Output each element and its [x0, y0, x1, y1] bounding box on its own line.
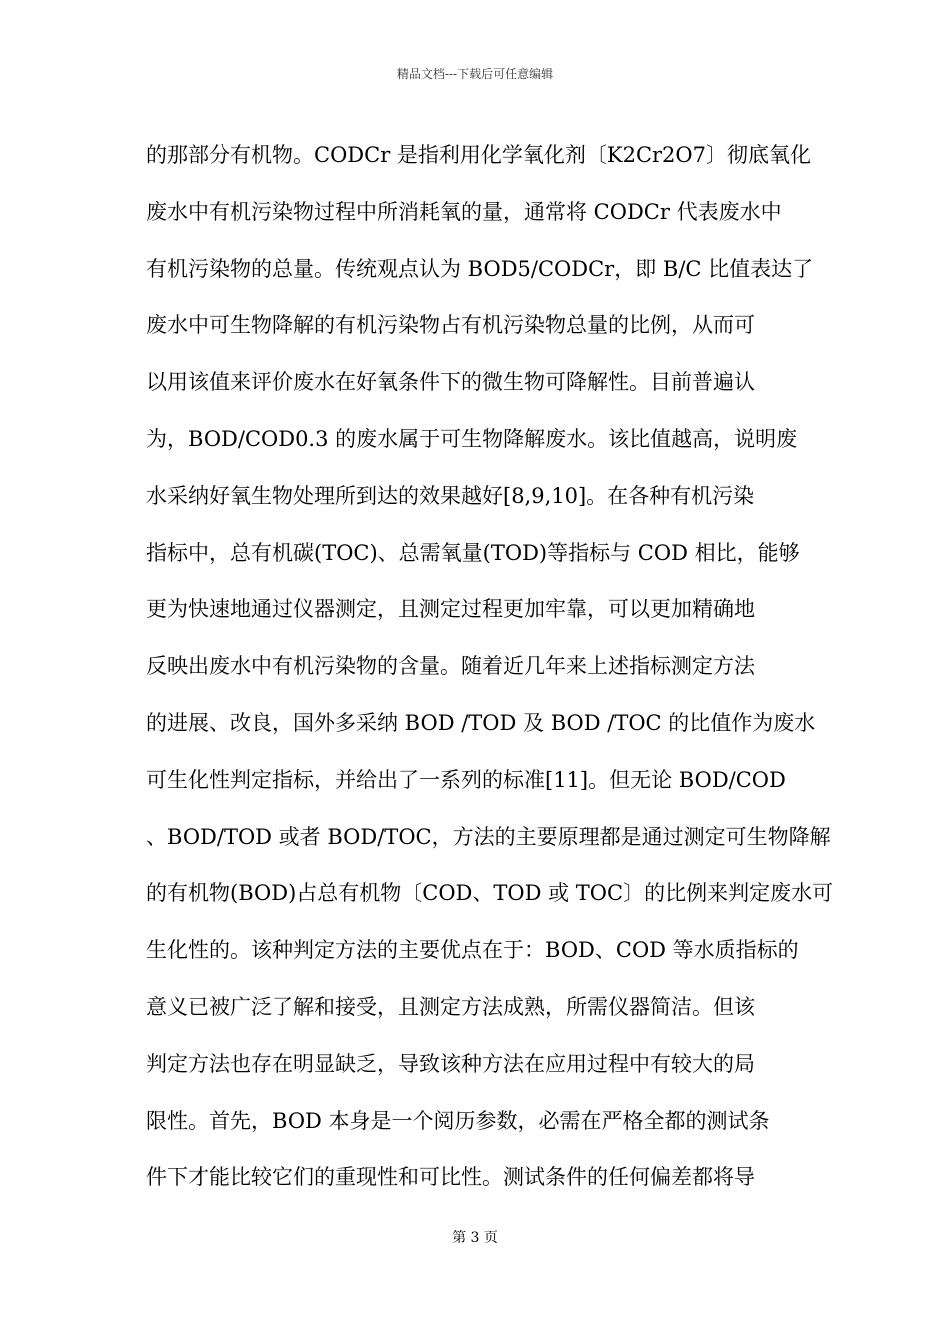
text-line: 件下才能比较它们的重现性和可比性。测试条件的任何偏差都将导	[146, 1165, 755, 1190]
body-text	[146, 127, 834, 1206]
text-line: 废水中可生物降解的有机污染物占有机污染物总量的比例，从而可	[146, 313, 755, 338]
page-header: 精品文档---下载后可任意编辑	[396, 67, 554, 81]
text-line: 以用该值来评价废水在好氧条件下的微生物可降解性。目前普遍认	[146, 370, 755, 395]
text-line: 判定方法也存在明显缺乏，导致该种方法在应用过程中有较大的局	[146, 1051, 755, 1076]
text-line: 更为快速地通过仪器测定，且测定过程更加牢靠，可以更加精确地	[146, 597, 755, 622]
text-line: 的那部分有机物。CODCr 是指利用化学氧化剂〔K2Cr2O7〕彻底氧化	[146, 143, 811, 167]
text-line: 、BOD/TOD 或者 BOD/TOC，方法的主要原理都是通过测定可生物降解	[146, 824, 831, 849]
text-line: 可生化性判定指标，并给出了一系列的标准[11]。但无论 BOD/COD	[146, 767, 786, 792]
text-line: 生化性的。该种判定方法的主要优点在于：BOD、COD 等水质指标的	[146, 938, 799, 963]
text-line: 的有机物(BOD)占总有机物〔COD、TOD 或 TOC〕的比例来判定废水可	[146, 881, 834, 906]
text-line: 的进展、改良，国外多采纳 BOD /TOD 及 BOD /TOC 的比值作为废水	[146, 710, 816, 735]
page-number: 第 3 页	[452, 1230, 498, 1246]
text-line: 反映出废水中有机污染物的含量。随着近几年来上述指标测定方法	[146, 654, 755, 679]
text-line: 为，BOD/COD0.3 的废水属于可生物降解废水。该比值越高，说明废	[146, 426, 798, 451]
text-line: 有机污染物的总量。传统观点认为 BOD5/CODCr，即 B/C 比值表达了	[146, 256, 814, 281]
text-line: 废水中有机污染物过程中所消耗氧的量，通常将 CODCr 代表废水中	[146, 199, 782, 224]
text-line: 水采纳好氧生物处理所到达的效果越好[8,9,10]。在各种有机污染	[146, 483, 755, 508]
text-line: 意义已被广泛了解和接受，且测定方法成熟，所需仪器简洁。但该	[146, 994, 755, 1019]
text-line: 指标中，总有机碳(TOC)、总需氧量(TOD)等指标与 COD 相比，能够	[146, 540, 800, 565]
text-line: 限性。首先，BOD 本身是一个阅历参数，必需在严格全都的测试条	[146, 1108, 770, 1133]
